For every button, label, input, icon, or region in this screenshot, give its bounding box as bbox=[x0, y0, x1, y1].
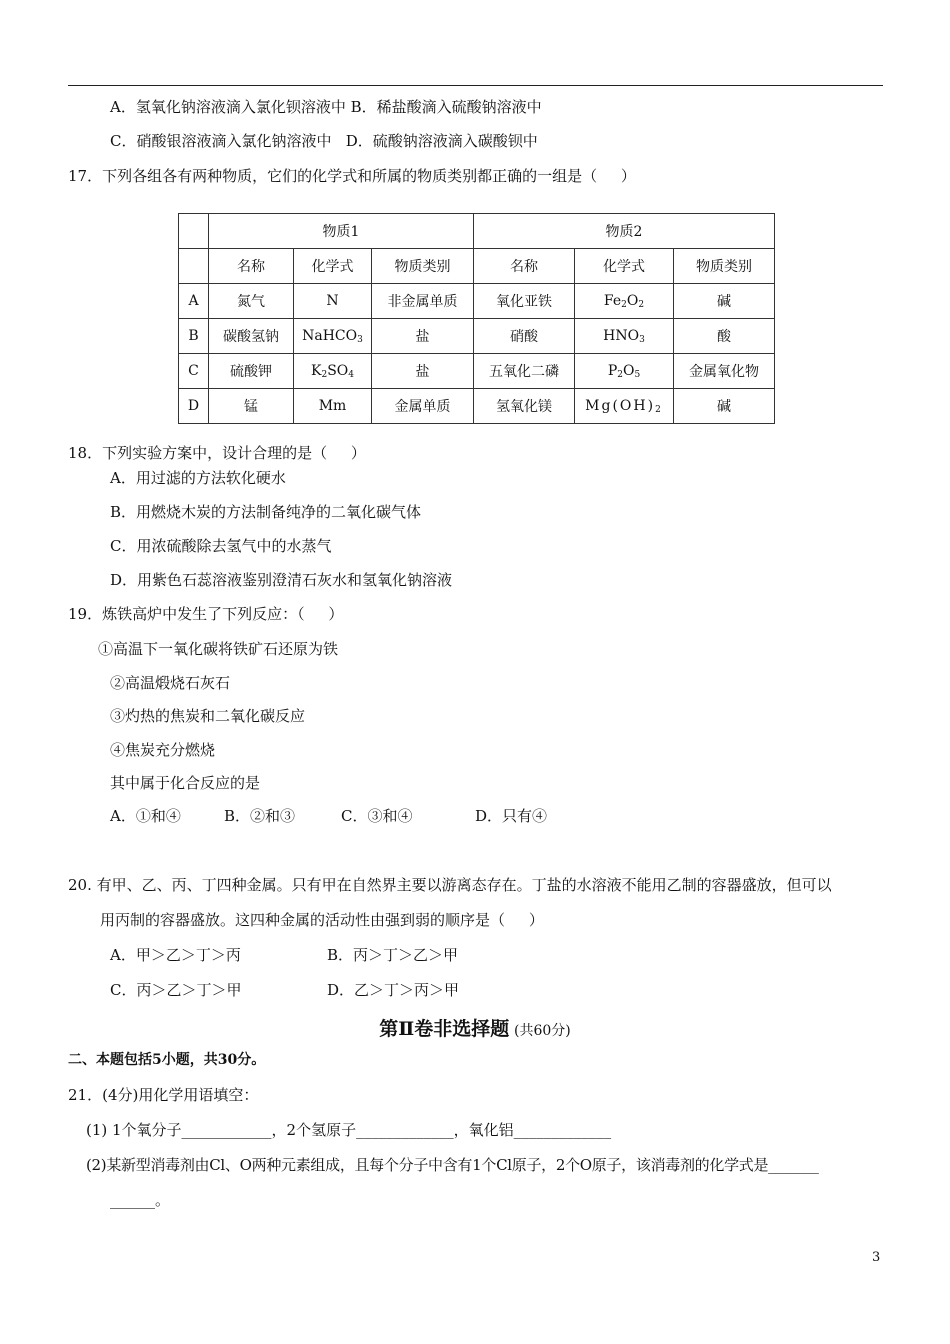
category-cell: 非金属单质 bbox=[372, 284, 474, 319]
formula-cell: $Fe_2O_2$ bbox=[575, 284, 674, 319]
category-cell: 盐 bbox=[372, 354, 474, 389]
table-corner-cell bbox=[179, 249, 209, 284]
q20-option-b: B．丙＞丁＞乙＞甲 bbox=[327, 946, 459, 964]
column-header: 名称 bbox=[209, 249, 294, 284]
formula-cell: NaHCO$_3$ bbox=[294, 319, 372, 354]
q20-option-a: A．甲＞乙＞丁＞丙 bbox=[110, 946, 241, 964]
formula-cell: $P_2O_5$ bbox=[575, 354, 674, 389]
group2-header: 物质2 bbox=[474, 214, 775, 249]
formula-cell: $K_2SO_4$ bbox=[294, 354, 372, 389]
q18-option-a: A．用过滤的方法软化硬水 bbox=[110, 469, 286, 487]
q21-part2-continued: ______。 bbox=[110, 1191, 171, 1209]
row-key: C bbox=[179, 354, 209, 389]
column-header: 物质类别 bbox=[674, 249, 775, 284]
column-header: 化学式 bbox=[575, 249, 674, 284]
table-row bbox=[179, 284, 775, 319]
name-cell: 五氧化二磷 bbox=[474, 354, 575, 389]
q18-stem: 18．下列实验方案中，设计合理的是（ ） bbox=[68, 444, 366, 462]
part2-title: 第Ⅱ卷非选择题 bbox=[379, 1018, 510, 1040]
q19-option-c: C．③和④ bbox=[341, 807, 413, 825]
group1-header: 物质1 bbox=[209, 214, 474, 249]
category-cell: 碱 bbox=[674, 284, 775, 319]
table-column-header-row bbox=[179, 249, 775, 284]
q21-part1: (1) 1个氧分子____________，2个氢原子_____________，氧化铝_____________ bbox=[86, 1121, 612, 1139]
q19-reaction-2: ②高温煅烧石灰石 bbox=[110, 674, 231, 692]
name-cell: 氢氧化镁 bbox=[474, 389, 575, 424]
page-number: 3 bbox=[872, 1250, 881, 1265]
q18-option-c: C．用浓硫酸除去氢气中的水蒸气 bbox=[110, 537, 332, 555]
name-cell: 锰 bbox=[209, 389, 294, 424]
q20-stem-line2: 用丙制的容器盛放。这四种金属的活动性由强到弱的顺序是（ ） bbox=[100, 911, 544, 929]
row-key: B bbox=[179, 319, 209, 354]
category-cell: 酸 bbox=[674, 319, 775, 354]
table-row bbox=[179, 354, 775, 389]
table-corner-cell bbox=[179, 214, 209, 249]
column-header: 化学式 bbox=[294, 249, 372, 284]
q18-option-d: D．用紫色石蕊溶液鉴别澄清石灰水和氢氧化钠溶液 bbox=[110, 571, 453, 589]
q19-stem: 19．炼铁高炉中发生了下列反应：（ ） bbox=[68, 605, 344, 623]
q20-stem-line1: 20. 有甲、乙、丙、丁四种金属。只有甲在自然界主要以游离态存在。丁盐的水溶液不能用乙制的容器盛放，但可以 bbox=[68, 876, 832, 894]
q19-question: 其中属于化合反应的是 bbox=[110, 774, 261, 792]
row-key: A bbox=[179, 284, 209, 319]
q16-options-line1: A．氢氧化钠溶液滴入氯化钡溶液中 B．稀盐酸滴入硫酸钠溶液中 bbox=[110, 98, 542, 116]
q19-reaction-4: ④焦炭充分燃烧 bbox=[110, 741, 216, 759]
q19-reaction-1: ①高温下一氧化碳将铁矿石还原为铁 bbox=[98, 640, 339, 658]
part2-score: (共60分) bbox=[514, 1023, 571, 1039]
part2-heading bbox=[0, 1014, 950, 1041]
q19-option-a: A．①和④ bbox=[110, 807, 181, 825]
q18-option-b: B．用燃烧木炭的方法制备纯净的二氧化碳气体 bbox=[110, 503, 422, 521]
q20-option-c: C．丙＞乙＞丁＞甲 bbox=[110, 981, 242, 999]
table-row bbox=[179, 389, 775, 424]
column-header: 物质类别 bbox=[372, 249, 474, 284]
q19-reaction-3: ③灼热的焦炭和二氧化碳反应 bbox=[110, 707, 306, 725]
formula-cell: $HNO_3$ bbox=[575, 319, 674, 354]
q19-option-b: B．②和③ bbox=[224, 807, 296, 825]
name-cell: 硝酸 bbox=[474, 319, 575, 354]
table-row bbox=[179, 319, 775, 354]
q21-part2: (2)某新型消毒剂由Cl、O两种元素组成，且每个分子中含有1个Cl原子，2个O原子，该消毒剂的化学式是_______ bbox=[86, 1156, 819, 1174]
category-cell: 盐 bbox=[372, 319, 474, 354]
q21-stem: 21．(4分)用化学用语填空： bbox=[68, 1086, 259, 1104]
formula-cell: Mm bbox=[294, 389, 372, 424]
category-cell: 金属氧化物 bbox=[674, 354, 775, 389]
column-header: 名称 bbox=[474, 249, 575, 284]
name-cell: 硫酸钾 bbox=[209, 354, 294, 389]
section-heading: 二、本题包括5小题，共30分。 bbox=[68, 1052, 266, 1068]
name-cell: 碳酸氢钠 bbox=[209, 319, 294, 354]
category-cell: 碱 bbox=[674, 389, 775, 424]
row-key: D bbox=[179, 389, 209, 424]
name-cell: 氧化亚铁 bbox=[474, 284, 575, 319]
q16-options-line2: C．硝酸银溶液滴入氯化钠溶液中 D．硫酸钠溶液滴入碳酸钡中 bbox=[110, 132, 538, 150]
category-cell: 金属单质 bbox=[372, 389, 474, 424]
formula-cell: N bbox=[294, 284, 372, 319]
q17-stem: 17．下列各组各有两种物质，它们的化学式和所属的物质类别都正确的一组是（ ） bbox=[68, 167, 636, 185]
header-rule bbox=[68, 85, 883, 86]
q19-option-d: D．只有④ bbox=[475, 807, 548, 825]
q17-table bbox=[178, 213, 775, 424]
q20-option-d: D．乙＞丁＞丙＞甲 bbox=[327, 981, 460, 999]
formula-cell: $Mg(OH)_2$ bbox=[575, 389, 674, 424]
table-group-header-row bbox=[179, 214, 775, 249]
name-cell: 氮气 bbox=[209, 284, 294, 319]
